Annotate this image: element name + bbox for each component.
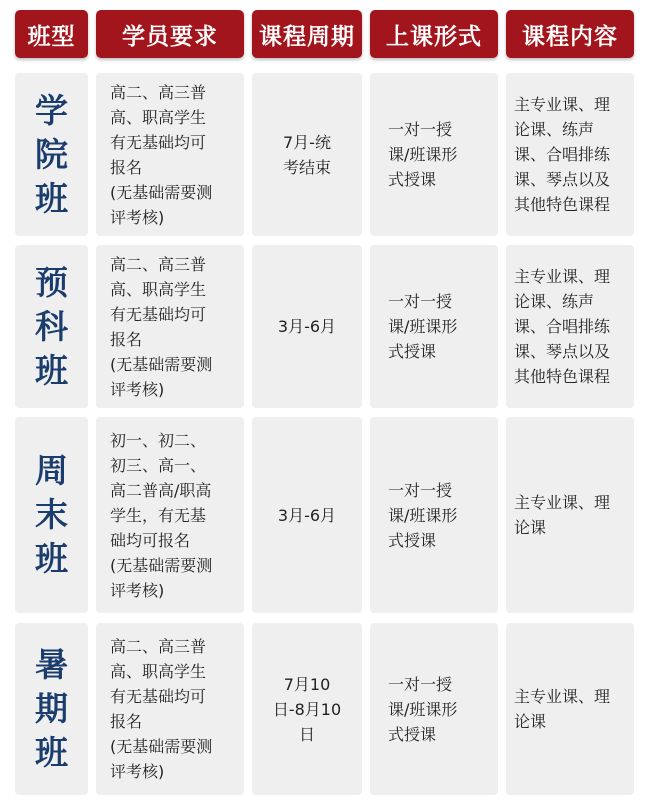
- class-type-label: 暑期班: [35, 645, 68, 772]
- class-type-label: 周末班: [35, 451, 68, 578]
- row-4-content-cell: [506, 623, 634, 795]
- class-type-label: 学院班: [35, 90, 68, 218]
- format-text: 一对一授 课/班课形 式授课: [388, 292, 458, 361]
- row-3-type-cell: [15, 417, 88, 613]
- format-text: 一对一授 课/班课形 式授课: [388, 480, 458, 550]
- period-text: 7月10 日-8月10 日: [272, 674, 342, 744]
- content-text: 主专业课、理 论课、练声 课、合唱排练 课、琴点以及 其他特色课程: [514, 267, 611, 386]
- content-text: 主专业课、理 论课、练声 课、合唱排练 课、琴点以及 其他特色课程: [514, 95, 611, 214]
- row-1-content-cell: [506, 73, 634, 236]
- row-3-period-cell: [252, 417, 362, 613]
- period-text: 3月-6月: [277, 505, 337, 525]
- header-requirements: 学员要求: [96, 10, 244, 58]
- row-1-requirement-cell: [96, 73, 244, 236]
- row-2-requirement-cell: [96, 245, 244, 408]
- row-4-type-cell: [15, 623, 88, 795]
- row-2-content-cell: [506, 245, 634, 408]
- content-text: 主专业课、理 论课: [514, 687, 611, 731]
- row-4-format-cell: [370, 623, 498, 795]
- header-format: 上课形式: [370, 10, 498, 58]
- row-3-requirement-cell: [96, 417, 244, 613]
- row-1-period-cell: [252, 73, 362, 236]
- period-text: 3月-6月: [277, 317, 337, 336]
- requirement-text: 高二、高三普 高、职高学生 有无基础均可 报名 (无基础需要测 评考核): [110, 637, 213, 781]
- row-4-requirement-cell: [96, 623, 244, 795]
- row-2-period-cell: [252, 245, 362, 408]
- requirement-text: 初一、初二、 初三、高一、 高二普高/职高 学生，有无基 础均可报名 (无基础需要测 评考核): [110, 430, 213, 600]
- requirement-text: 高二、高三普 高、职高学生 有无基础均可 报名 (无基础需要测 评考核): [110, 82, 213, 227]
- class-type-label: 预科班: [35, 262, 68, 390]
- row-1-format-cell: [370, 73, 498, 236]
- row-2-format-cell: [370, 245, 498, 408]
- period-text: 7月-统 考结束: [282, 132, 331, 177]
- row-3-content-cell: [506, 417, 634, 613]
- row-2-type-cell: [15, 245, 88, 408]
- row-1-type-cell: [15, 73, 88, 236]
- row-4-period-cell: [252, 623, 362, 795]
- row-3-format-cell: [370, 417, 498, 613]
- requirement-text: 高二、高三普 高、职高学生 有无基础均可 报名 (无基础需要测 评考核): [110, 254, 213, 399]
- header-class-type: 班型: [15, 10, 88, 58]
- header-period: 课程周期: [252, 10, 362, 58]
- format-text: 一对一授 课/班课形 式授课: [388, 674, 458, 744]
- content-text: 主专业课、理 论课: [514, 493, 611, 537]
- header-content: 课程内容: [506, 10, 634, 58]
- format-text: 一对一授 课/班课形 式授课: [388, 120, 458, 189]
